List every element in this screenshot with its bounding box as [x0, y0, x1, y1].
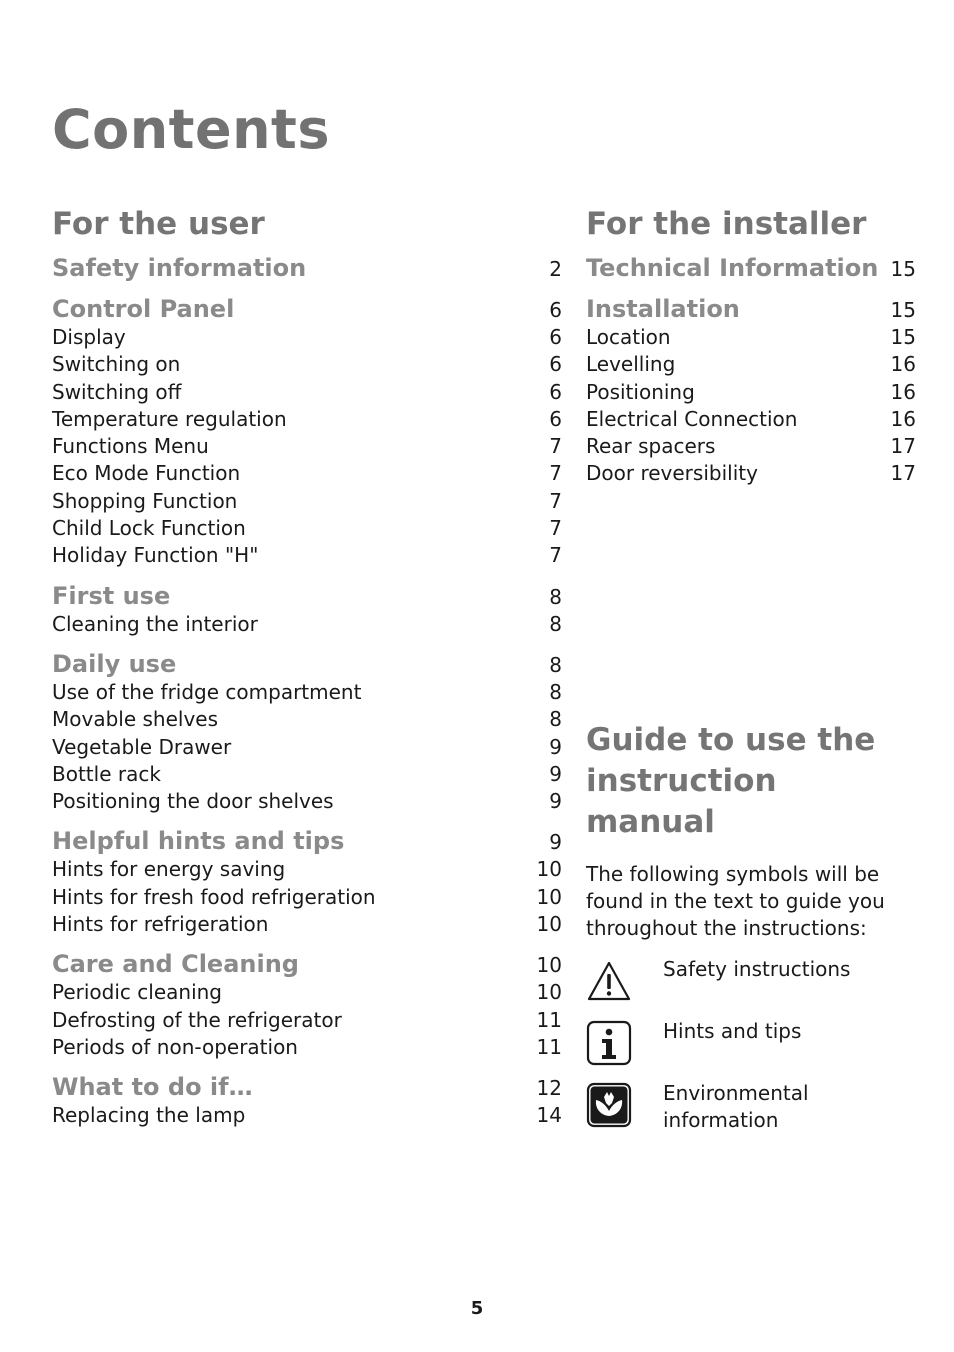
symbol-row	[586, 1020, 916, 1082]
toc-item[interactable]	[52, 1102, 562, 1129]
item-label: Vegetable Drawer	[52, 734, 232, 759]
page-ref: 12	[536, 1076, 562, 1101]
toc-item[interactable]	[52, 1034, 562, 1061]
section-title: Care and Cleaning	[52, 950, 299, 979]
installer-heading: For the installer	[586, 206, 867, 242]
item-label: Temperature regulation	[52, 406, 287, 431]
item-label: Display	[52, 325, 126, 349]
item-label: Electrical Connection	[586, 406, 798, 431]
page-ref: 17	[890, 461, 916, 486]
toc-item[interactable]	[52, 979, 562, 1006]
page-ref: 9	[549, 789, 562, 814]
item-label: Hints for fresh food refrigeration	[52, 884, 376, 909]
page-ref: 6	[549, 352, 562, 377]
page-ref: 8	[549, 707, 562, 732]
item-label: Hints for energy saving	[52, 857, 286, 882]
toc-item[interactable]	[52, 406, 562, 433]
toc-item[interactable]	[52, 679, 562, 706]
page-ref: 6	[549, 325, 562, 349]
item-label: Replacing the lamp	[52, 1103, 246, 1128]
toc-item[interactable]	[52, 515, 562, 542]
item-label: Switching off	[52, 379, 182, 404]
page-number: 5	[470, 1298, 484, 1319]
item-label: Switching on	[52, 352, 181, 377]
item-label: Movable shelves	[52, 707, 219, 732]
toc-section[interactable]	[52, 949, 562, 979]
page-ref: 6	[549, 298, 562, 322]
item-label: Eco Mode Function	[52, 461, 241, 486]
page-ref: 10	[536, 980, 562, 1005]
toc-item[interactable]	[52, 911, 562, 938]
page-ref: 9	[549, 830, 562, 855]
symbol-row	[586, 958, 916, 1020]
symbol-row	[586, 1082, 916, 1144]
item-label: Hints for refrigeration	[52, 912, 269, 937]
item-label: Cleaning the interior	[52, 611, 258, 636]
page-ref: 16	[890, 406, 916, 431]
toc-item[interactable]	[52, 788, 562, 815]
page-ref: 15	[890, 298, 916, 322]
item-label: Shopping Function	[52, 488, 238, 513]
toc-item[interactable]	[52, 761, 562, 788]
item-label: Periods of non-operation	[52, 1034, 298, 1059]
page-ref: 7	[549, 434, 562, 459]
page-ref: 14	[536, 1103, 562, 1128]
page-ref: 8	[549, 611, 562, 636]
toc-item[interactable]	[52, 460, 562, 487]
page-ref: 17	[890, 434, 916, 459]
item-label: Rear spacers	[586, 434, 716, 459]
section-title: Safety information	[52, 254, 307, 282]
page-ref: 10	[536, 953, 562, 978]
item-label: Defrosting of the refrigerator	[52, 1007, 342, 1032]
toc-item[interactable]	[586, 324, 916, 351]
item-label: Functions Menu	[52, 434, 209, 459]
environment-icon	[586, 1082, 632, 1128]
toc-item[interactable]	[52, 856, 562, 883]
section-title: Technical Information	[586, 254, 879, 282]
toc-item[interactable]	[52, 542, 562, 569]
toc-item[interactable]	[52, 379, 562, 406]
toc-item[interactable]	[52, 884, 562, 911]
item-label: Positioning the door shelves	[52, 789, 334, 814]
page-ref: 8	[549, 584, 562, 609]
toc-item[interactable]	[586, 433, 916, 460]
page-ref: 7	[549, 488, 562, 513]
toc-item[interactable]	[52, 611, 562, 638]
item-label: Location	[586, 325, 671, 349]
page-ref: 10	[536, 884, 562, 909]
toc-item[interactable]	[52, 488, 562, 515]
toc-section[interactable]	[586, 294, 916, 324]
section-title: Installation	[586, 295, 740, 323]
page-ref: 10	[536, 857, 562, 882]
toc-item[interactable]	[52, 433, 562, 460]
page-ref: 9	[549, 734, 562, 759]
info-icon	[586, 1020, 632, 1066]
page-ref: 9	[549, 761, 562, 786]
user-contents	[52, 204, 562, 1130]
toc-section[interactable]	[52, 294, 562, 324]
toc-section[interactable]	[52, 649, 562, 679]
item-label: Levelling	[586, 352, 676, 377]
page-ref: 6	[549, 406, 562, 431]
symbol-label: Hints and tips	[663, 1019, 802, 1043]
toc-item[interactable]	[586, 460, 916, 487]
toc-item[interactable]	[586, 351, 916, 378]
item-label: Periodic cleaning	[52, 980, 222, 1005]
toc-section[interactable]	[586, 253, 916, 283]
page-ref: 6	[549, 379, 562, 404]
toc-section[interactable]	[52, 581, 562, 611]
toc-item[interactable]	[52, 1007, 562, 1034]
page-ref: 16	[890, 379, 916, 404]
user-heading: For the user	[52, 206, 265, 242]
item-label: Use of the fridge compartment	[52, 679, 362, 704]
item-label: Door reversibility	[586, 461, 758, 486]
section-title: Control Panel	[52, 295, 235, 323]
page-ref: 7	[549, 461, 562, 486]
guide-title: Guide to use the instruction manual	[586, 722, 876, 840]
symbol-guide	[586, 720, 916, 1144]
toc-item[interactable]	[586, 379, 916, 406]
page-ref: 15	[890, 257, 916, 281]
item-label: Holiday Function "H"	[52, 543, 259, 568]
toc-item[interactable]	[52, 324, 562, 351]
page-ref: 2	[549, 257, 562, 281]
section-title: What to do if…	[52, 1073, 253, 1102]
page-ref: 8	[549, 679, 562, 704]
symbol-label: Safety instructions	[663, 957, 851, 981]
page-ref: 11	[536, 1007, 562, 1032]
page-ref: 15	[890, 325, 916, 349]
item-label: Positioning	[586, 379, 695, 404]
toc-item[interactable]	[586, 406, 916, 433]
page-title: Contents	[52, 98, 331, 161]
symbol-label: Environmental information	[663, 1081, 809, 1132]
page-ref: 10	[536, 912, 562, 937]
toc-item[interactable]	[52, 351, 562, 378]
installer-contents	[586, 204, 916, 488]
toc-section[interactable]	[52, 1072, 562, 1102]
page-ref: 11	[536, 1034, 562, 1059]
item-label: Child Lock Function	[52, 516, 246, 541]
page-ref: 7	[549, 543, 562, 568]
toc-item[interactable]	[52, 706, 562, 733]
section-title: Helpful hints and tips	[52, 827, 345, 856]
section-title: First use	[52, 581, 171, 610]
section-title: Daily use	[52, 649, 177, 678]
page-ref: 8	[549, 652, 562, 677]
page-ref: 7	[549, 516, 562, 541]
item-label: Bottle rack	[52, 761, 161, 786]
guide-intro: The following symbols will be found in the text to guide you throughout the instructions:	[586, 862, 885, 940]
toc-section[interactable]	[52, 826, 562, 856]
warning-icon	[586, 958, 632, 1004]
page-ref: 16	[890, 352, 916, 377]
toc-item[interactable]	[52, 734, 562, 761]
toc-section[interactable]	[52, 253, 562, 283]
